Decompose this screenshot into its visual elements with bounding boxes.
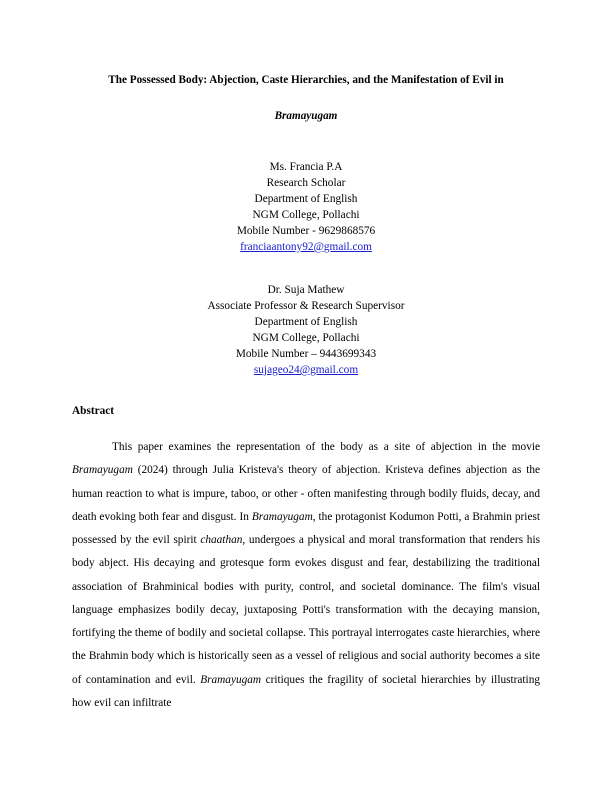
abstract-paragraph xyxy=(72,436,540,715)
supervisor-email-link[interactable]: sujageo24@gmail.com xyxy=(253,363,359,376)
author-email-link[interactable]: franciaantony92@gmail.com xyxy=(240,240,372,253)
title-line-2: Bramayugam xyxy=(274,109,338,122)
author-mobile: Mobile Number - 9629868576 xyxy=(236,224,376,237)
title-line-1: The Possessed Body: Abjection, Caste Hierarchies, and the Manifestation of Evil in xyxy=(108,74,504,86)
abstract-text-5: critiques the fragility of societal hierarchies by illustrating how evil can infiltrate xyxy=(72,673,540,709)
abstract-text-3: , the protagonist Kodumon Potti, a Brahmin priest possessed by the evil spirit xyxy=(72,510,540,547)
abstract-text-2: (2024) through Julia Kristeva's theory of abjection. Kristeva defines abjection as the human reaction to what is impure, taboo, or other - often manifesting through bodily fluids, decay, and death evoking both fear and disgust. In xyxy=(72,464,540,523)
supervisor-role: Associate Professor & Research Supervisor xyxy=(207,299,405,312)
abstract-heading: Abstract xyxy=(72,404,115,417)
supervisor-mobile: Mobile Number – 9443699343 xyxy=(235,347,377,360)
author-role: Research Scholar xyxy=(266,176,346,189)
abstract-italic-4: Bramayugam xyxy=(200,673,262,686)
author-block-primary xyxy=(72,159,540,255)
abstract-text-4: , undergoes a physical and moral transformation that renders his body abject. His decaying and grotesque form evokes disgust and fear, destabilizing the traditional association of Brahminical bodies with purity, control, and societal dominance. The film's visual language emphasizes bodily decay, juxtaposing Potti's transformation with the decaying mansion, fortifying the theme of bodily and societal collapse. This portrayal interrogates caste hierarchies, where the Brahmin body which is historically seen as a vessel of religious and social authority becomes a site of contamination and evil. xyxy=(72,534,540,686)
author-name: Ms. Francia P.A xyxy=(269,160,343,173)
supervisor-name: Dr. Suja Mathew xyxy=(267,283,345,296)
supervisor-department: Department of English xyxy=(254,315,358,328)
author-department: Department of English xyxy=(254,192,358,205)
abstract-text-1: This paper examines the representation of the body as a site of abjection in the movie xyxy=(112,440,540,453)
abstract-italic-1: Bramayugam xyxy=(72,464,133,477)
author-block-supervisor xyxy=(72,282,540,378)
supervisor-institution: NGM College, Pollachi xyxy=(252,331,360,344)
author-section xyxy=(72,159,540,378)
paper-title xyxy=(72,72,540,125)
author-institution: NGM College, Pollachi xyxy=(252,208,360,221)
abstract-italic-2: Bramayugam xyxy=(251,510,313,523)
abstract-italic-3: chaathan xyxy=(200,534,243,547)
